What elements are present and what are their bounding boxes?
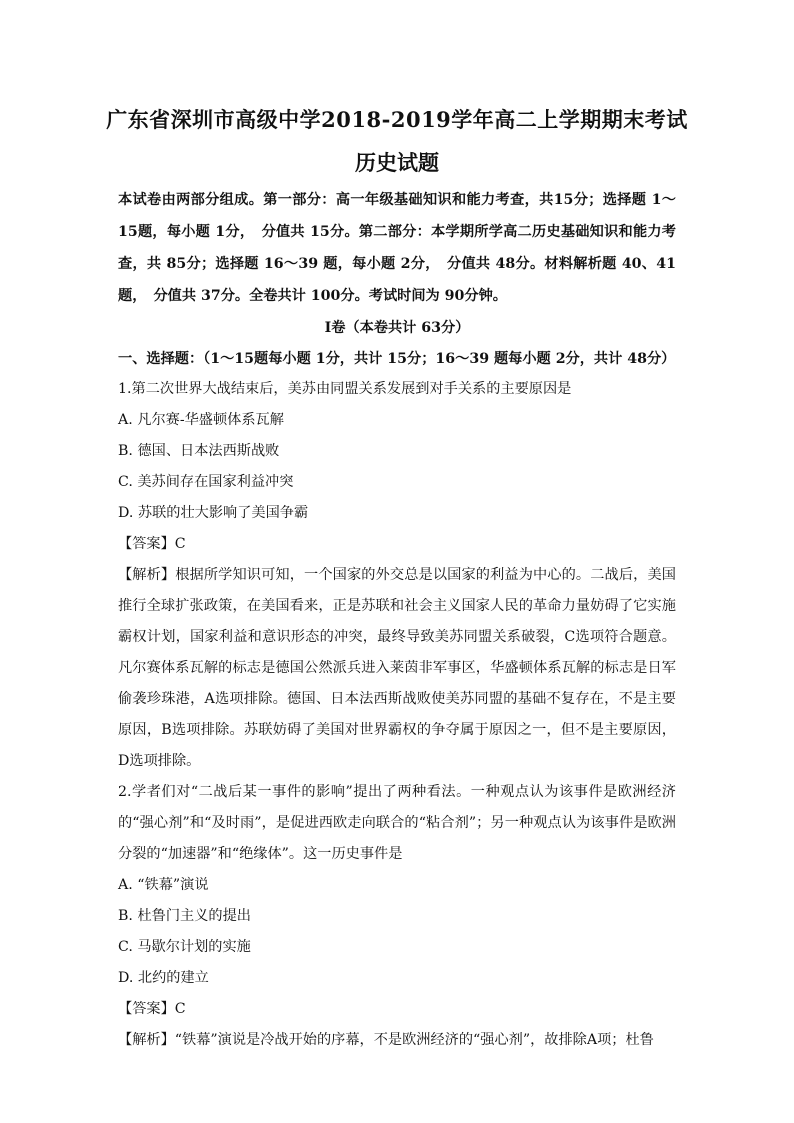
option-d: D. 苏联的壮大影响了美国争霸	[118, 505, 309, 521]
option-c: C. 美苏间存在国家利益冲突	[118, 474, 294, 490]
option-b: B. 德国、日本法西斯战败	[118, 443, 280, 459]
question-2	[118, 777, 676, 1056]
section-title: Ⅰ卷（本卷共计 63分）	[324, 320, 470, 336]
question-1	[118, 374, 676, 777]
option-a: A. 凡尔赛-华盛顿体系瓦解	[118, 412, 284, 428]
document-body	[118, 184, 676, 1056]
option-a: A. “铁幕”演说	[118, 877, 209, 893]
document-subtitle: 历史试题	[355, 150, 439, 175]
part-title: 一、选择题：（1～15题每小题 1分，共计 15分；16～39 题每小题 2分，共计 48分）	[118, 351, 676, 367]
analysis: 【解析】根据所学知识可知，一个国家的外交总是以国家的利益为中心的。二战后，美国推行全球扩张政策，在美国看来，正是苏联和社会主义国家人民的革命力量妨碍了它实施霸权计划，国家利益和意识形态的冲突，最终导致美苏同盟关系破裂，C选项符合题意。凡尔赛体系瓦解的标志是德国公然派兵进入莱茵非军事区，华盛顿体系瓦解的标志是日军偷袭珍珠港，A选项排除。德国、日本法西斯战败使美苏同盟的基础不复存在，不是主要原因，B选项排除。苏联妨碍了美国对世界霸权的争夺属于原因之一，但不是主要原因，D选项排除。	[118, 567, 676, 769]
answer: 【答案】C	[118, 536, 186, 552]
question-stem: 2.学者们对“二战后某一事件的影响”提出了两种看法。一种观点认为该事件是欧洲经济的“强心剂”和“及时雨”，是促进西欧走向联合的“粘合剂”；另一种观点认为该事件是欧洲分裂的“加速器”和“绝缘体”。这一历史事件是	[118, 784, 676, 862]
analysis: 【解析】“铁幕”演说是冷战开始的序幕，不是欧洲经济的“强心剂”，故排除A项；杜鲁	[118, 1032, 654, 1048]
question-stem: 1.第二次世界大战结束后，美苏由同盟关系发展到对手关系的主要原因是	[118, 381, 572, 397]
exam-intro: 本试卷由两部分组成。第一部分：高一年级基础知识和能力考查，共15分；选择题 1～15题，每小题 1分， 分值共 15分。第二部分：本学期所学高二历史基础知识和能力考查，共 85分；选择题 16～39 题，每小题 2分， 分值共 48分。材料解析题 40、41题， 分值共 37分。全卷共计 100分。考试时间为 90分钟。	[118, 192, 676, 304]
option-b: B. 杜鲁门主义的提出	[118, 908, 251, 924]
option-c: C. 马歇尔计划的实施	[118, 939, 251, 955]
answer: 【答案】C	[118, 1001, 186, 1017]
document-title: 广东省深圳市高级中学2018-2019学年高二上学期期末考试	[106, 107, 688, 132]
option-d: D. 北约的建立	[118, 970, 209, 986]
